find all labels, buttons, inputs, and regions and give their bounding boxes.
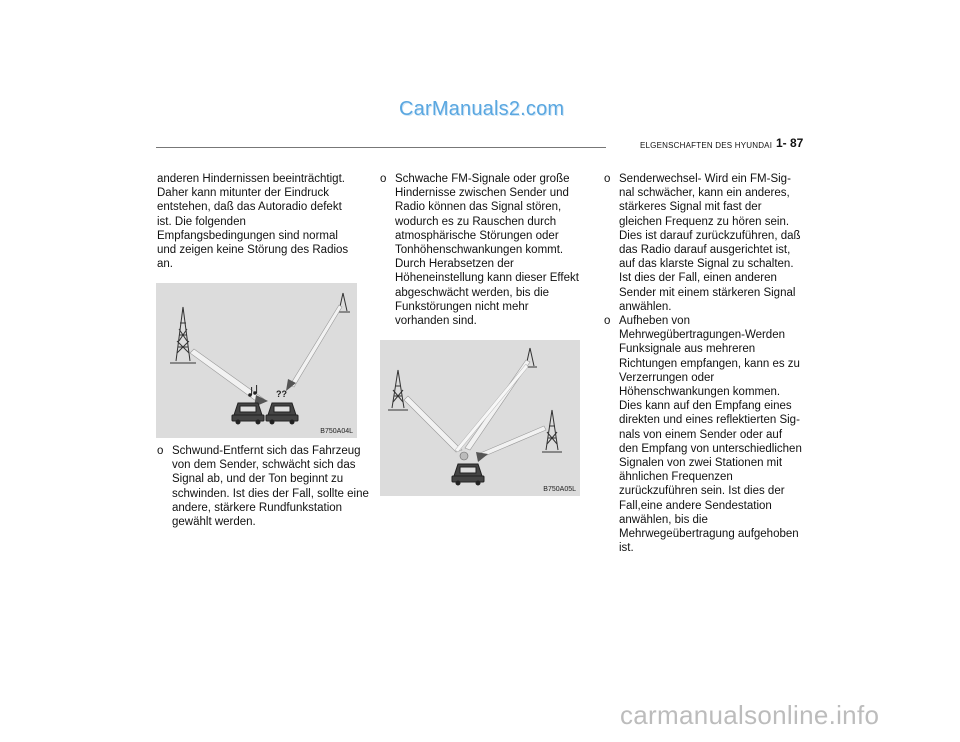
footer-watermark: carmanualsonline.info (620, 700, 880, 730)
list-item-multipath (604, 314, 804, 555)
signal-beam-right (478, 426, 546, 458)
car-icon (232, 403, 264, 424)
bullet: o (157, 445, 164, 457)
column-2 (380, 172, 580, 328)
list-item-text: Senderwechsel- Wird ein FM-Sig-nal schwächer, kann ein anderes, stärkeres Signal mit fast der gleichen Frequenz zu hören sein. Dies ist darauf zurückzuführen, daß das Radio darauf ausgerichtet ist, auf das klarste Signal zu schalten. Ist dies der Fall, einen anderen Sender mit einem stärkeren Signal anwählen. (619, 173, 801, 313)
intro-paragraph: anderen Hindernissen beeinträchtigt. Daher kann mitunter der Eindruck entstehen, daß das Autoradio defekt ist. Die folgenden Empfangsbedingungen sind normal und zeigen keine Störung des Radios an. (157, 173, 349, 271)
car-icon (266, 403, 298, 424)
figure-fading-illustration (156, 283, 357, 438)
section-title: ELGENSCHAFTEN DES HYUNDAI (640, 141, 773, 150)
bullet: o (604, 173, 611, 185)
bullet: o (380, 173, 387, 185)
signal-beam-right (290, 305, 342, 387)
signal-beam-left (190, 349, 264, 401)
header-rule (156, 147, 606, 148)
list-item-fading (157, 444, 372, 529)
figure-label: B750A05L (543, 486, 576, 493)
figure-label: B750A04L (320, 428, 353, 435)
column-3 (604, 172, 804, 555)
question-marks: ?? (276, 389, 287, 399)
list-item-station-change (604, 172, 804, 314)
list-item-weak-signal (380, 172, 580, 328)
reception-point (460, 452, 468, 460)
radio-tower-right-icon (542, 410, 562, 452)
multipath-diagram (380, 340, 580, 496)
signal-beam-left (404, 396, 462, 452)
list-item-text: Aufheben von Mehrwegübertragungen-Werden Funksignale aus mehreren Richtungen empfangen, kann es zu Verzerrungen oder Höhenschwankungen kommen. Dies kann auf den Empfang eines direkten und eines reflektierten Sig-nals von einem Sender oder auf den Empfang von unterschiedlichen Signalen von zwei Stationen mit ähnlichen Frequenzen zurückzuführen sein. Ist dies der Fall,eine andere Sendestation anwählen, bis die Mehrwegeübertragung aufgehoben ist. (619, 315, 802, 555)
list-item-text: Schwund-Entfernt sich das Fahrzeug von dem Sender, schwächt sich das Signal ab, und der Ton beginnt zu schwinden. Ist dies der Fall, sollte eine andere, stärkere Rundfunkstation gewählt werden. (172, 445, 369, 529)
fading-diagram (156, 283, 357, 438)
bullet: o (604, 315, 611, 328)
page-number: 1- 87 (776, 136, 804, 150)
car-icon (452, 464, 484, 485)
figure-multipath-illustration (380, 340, 580, 496)
site-logo: CarManuals2.com (399, 98, 565, 120)
list-item-text: Schwache FM-Signale oder große Hindernisse zwischen Sender und Radio können das Signal stören, wodurch es zu Rauschen durch atmosphärische Störungen oder Tonhöhenschwankungen kommt. Durch Herabsetzen der Höheneinstellung kann dieser Effekt abgeschwächt werden, bis die Funkstörungen nicht mehr vorhanden sind. (395, 173, 579, 328)
radio-tower-left-icon (388, 370, 408, 410)
